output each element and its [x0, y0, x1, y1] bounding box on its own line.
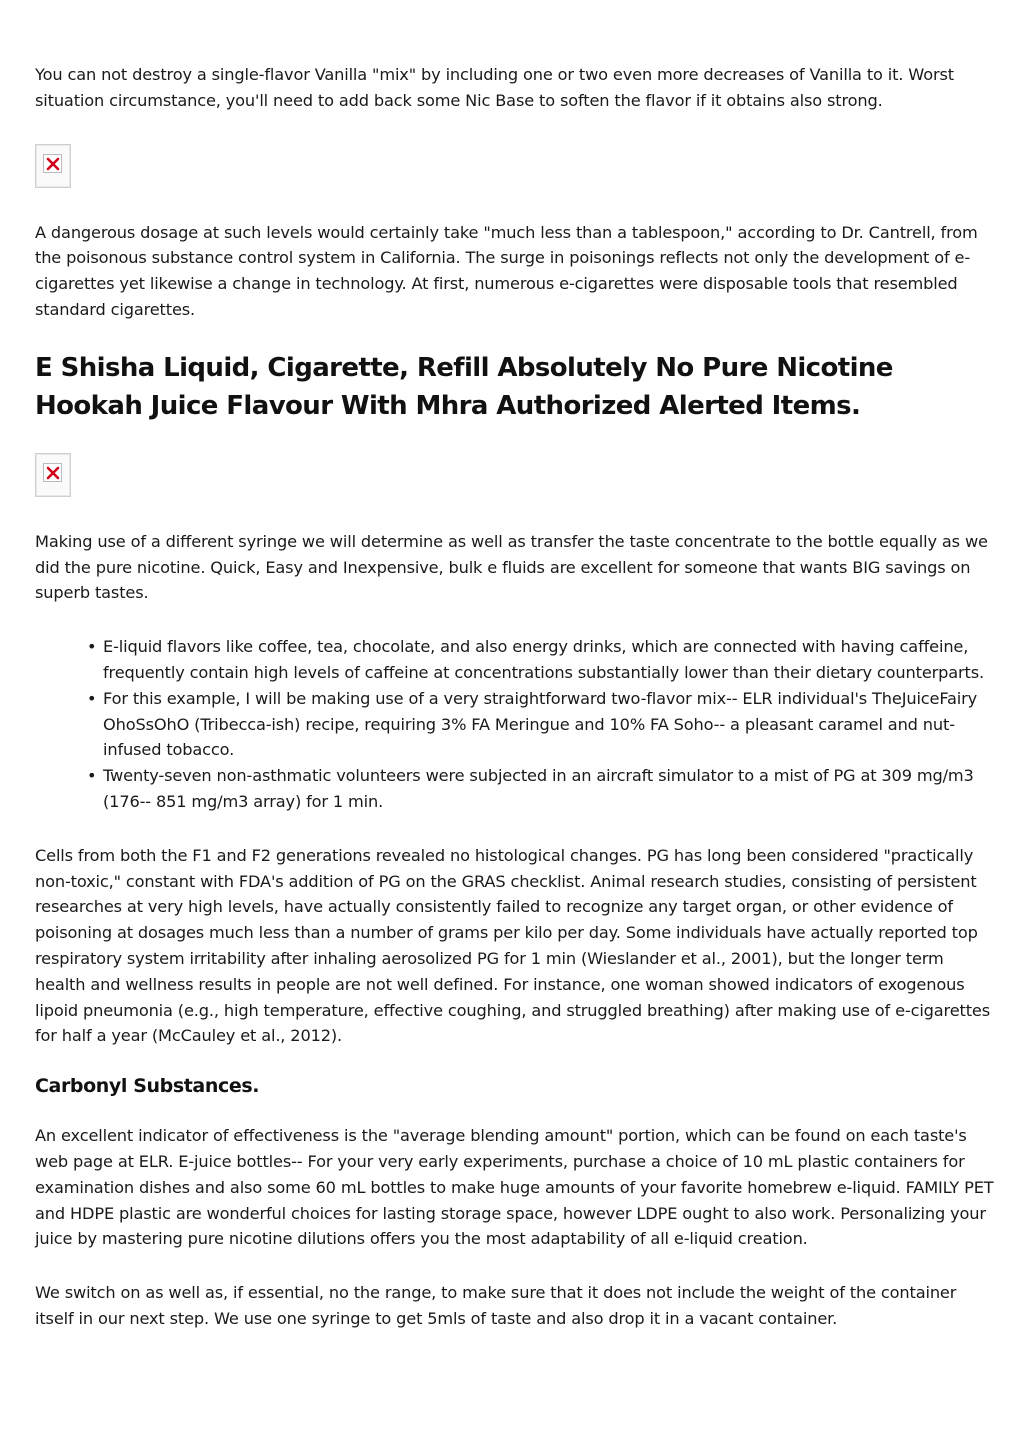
section-heading-2: Carbonyl Substances.: [35, 1075, 260, 1098]
list-item: • E-liquid flavors like coffee, tea, chocolate, and also energy drinks, which are connected with having caffeine, frequently contain high levels of caffeine at concentrations substantially lower than their dietary counterparts.: [103, 634, 995, 686]
list-item: • Twenty-seven non-asthmatic volunteers were subjected in an aircraft simulator to a mist of PG at 309 mg/m3 (176-- 851 mg/m3 array) for 1 min.: [103, 763, 995, 815]
article-body: [35, 62, 995, 1332]
section-heading-1: E Shisha Liquid, Cigarette, Refill Absolutely No Pure Nicotine Hookah Juice Flavour With Mhra Authorized Alerted Items.: [35, 352, 893, 421]
paragraph-3: Making use of a different syringe we will determine as well as transfer the taste concentrate to the bottle equally as we did the pure nicotine. Quick, Easy and Inexpensive, bulk e fluids are excellent for someone that wants BIG savings on superb tastes.: [35, 531, 988, 603]
paragraph-5: An excellent indicator of effectiveness is the "average blending amount" portion, which can be found on each taste's web page at ELR. E-juice bottles-- For your very early experiments, purchase a choice of 10 mL plastic containers for examination dishes and also some 60 mL bottles to make huge amounts of your favorite homebrew e-liquid. FAMILY PET and HDPE plastic are wonderful choices for lasting storage space, however LDPE ought to also work. Personalizing your juice by mastering pure nicotine dilutions offers you the most adaptability of all e-liquid creation.: [35, 1126, 994, 1249]
bullet-list: [35, 634, 995, 815]
paragraph-4: Cells from both the F1 and F2 generations revealed no histological changes. PG has long been considered "practically non-toxic," constant with FDA's addition of PG on the GRAS checklist. Animal research studies, consisting of persistent researches at very high levels, have actually consistently failed to recognize any target organ, or other evidence of poisoning at dosages much less than a number of grams per kilo per day. Some individuals have actually reported top respiratory system irritability after inhaling aerosolized PG for 1 min (Wieslander et al., 2001), but the longer term health and wellness results in people are not well defined. For instance, one woman showed indicators of exogenous lipoid pneumonia (e.g., high temperature, effective coughing, and struggled breathing) after making use of e-cigarettes for half a year (McCauley et al., 2012).: [35, 845, 991, 1046]
list-item: • For this example, I will be making use of a very straightforward two-flavor mix-- ELR individual's TheJuiceFairy OhoSsOhO (Tribecca-ish) recipe, requiring 3% FA Meringue and 10% FA Soho-- a pleasant caramel and nut-infused tobacco.: [103, 686, 995, 763]
paragraph-1: You can not destroy a single-flavor Vanilla "mix" by including one or two even more decreases of Vanilla to it. Worst situation circumstance, you'll need to add back some Nic Base to soften the flavor if it obtains also strong.: [35, 65, 954, 110]
broken-image-x-icon: [43, 463, 62, 482]
broken-image-icon: [35, 144, 71, 188]
paragraph-6: We switch on as well as, if essential, no the range, to make sure that it does not include the weight of the container itself in our next step. We use one syringe to get 5mls of taste and also drop it in a vacant container.: [35, 1283, 957, 1328]
broken-image-x-icon: [43, 154, 62, 173]
broken-image-icon: [35, 453, 71, 497]
paragraph-2: A dangerous dosage at such levels would certainly take "much less than a tablespoon," according to Dr. Cantrell, from the poisonous substance control system in California. The surge in poisonings reflects not only the development of e-cigarettes yet likewise a change in technology. At first, numerous e-cigarettes were disposable tools that resembled standard cigarettes.: [35, 222, 978, 319]
